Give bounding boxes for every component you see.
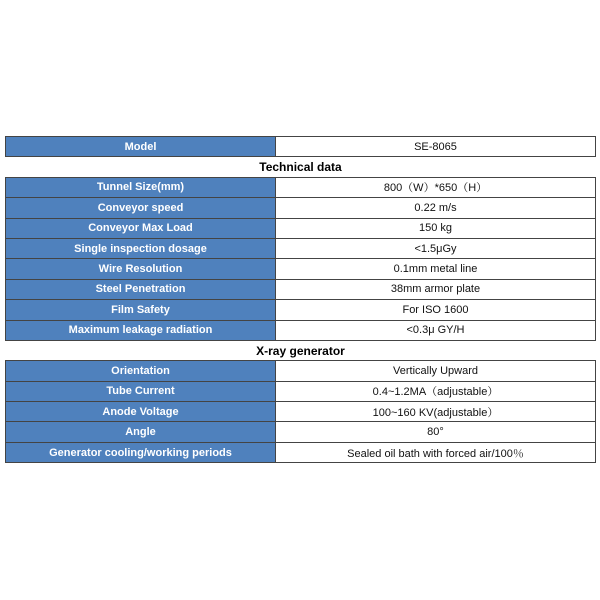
row-label: Orientation: [6, 361, 276, 381]
row-label: Tube Current: [6, 381, 276, 401]
row-value: <1.5μGy: [276, 238, 596, 258]
row-value: 38mm armor plate: [276, 279, 596, 299]
row-value: 80°: [276, 422, 596, 442]
row-value: 100~160 KV(adjustable）: [276, 402, 596, 422]
table-row: [6, 422, 596, 442]
row-label: Model: [6, 137, 276, 157]
row-value: 800（W）*650（H）: [276, 177, 596, 197]
row-label: Generator cooling/working periods: [6, 442, 276, 462]
row-label: Single inspection dosage: [6, 238, 276, 258]
table-row: [6, 177, 596, 197]
row-value: Vertically Upward: [276, 361, 596, 381]
table-row: [6, 381, 596, 401]
row-label: Wire Resolution: [6, 259, 276, 279]
row-value: 0.22 m/s: [276, 198, 596, 218]
section-header: [6, 340, 596, 360]
row-value: <0.3μ GY/H: [276, 320, 596, 340]
row-label: Angle: [6, 422, 276, 442]
section-title: Technical data: [259, 160, 342, 175]
table-row: [6, 259, 596, 279]
row-value: SE-8065: [276, 137, 596, 157]
table-row: [6, 300, 596, 320]
table-row: [6, 442, 596, 462]
spec-table: [5, 136, 596, 463]
row-value: 150 kg: [276, 218, 596, 238]
row-value: Sealed oil bath with forced air/100％: [276, 442, 596, 462]
section-header: [6, 157, 596, 177]
table-row: [6, 320, 596, 340]
row-value: For ISO 1600: [276, 300, 596, 320]
table-row: [6, 361, 596, 381]
row-label: Conveyor Max Load: [6, 218, 276, 238]
table-row: [6, 279, 596, 299]
row-label: Film Safety: [6, 300, 276, 320]
table-row: [6, 238, 596, 258]
table-row: [6, 402, 596, 422]
row-label: Conveyor speed: [6, 198, 276, 218]
row-label: Maximum leakage radiation: [6, 320, 276, 340]
table-row: [6, 218, 596, 238]
row-label: Steel Penetration: [6, 279, 276, 299]
section-title: X-ray generator: [256, 343, 345, 358]
row-label: Tunnel Size(mm): [6, 177, 276, 197]
table-row: [6, 198, 596, 218]
row-value: 0.4~1.2MA（adjustable）: [276, 381, 596, 401]
row-label: Anode Voltage: [6, 402, 276, 422]
row-value: 0.1mm metal line: [276, 259, 596, 279]
table-row-model: [6, 137, 596, 157]
